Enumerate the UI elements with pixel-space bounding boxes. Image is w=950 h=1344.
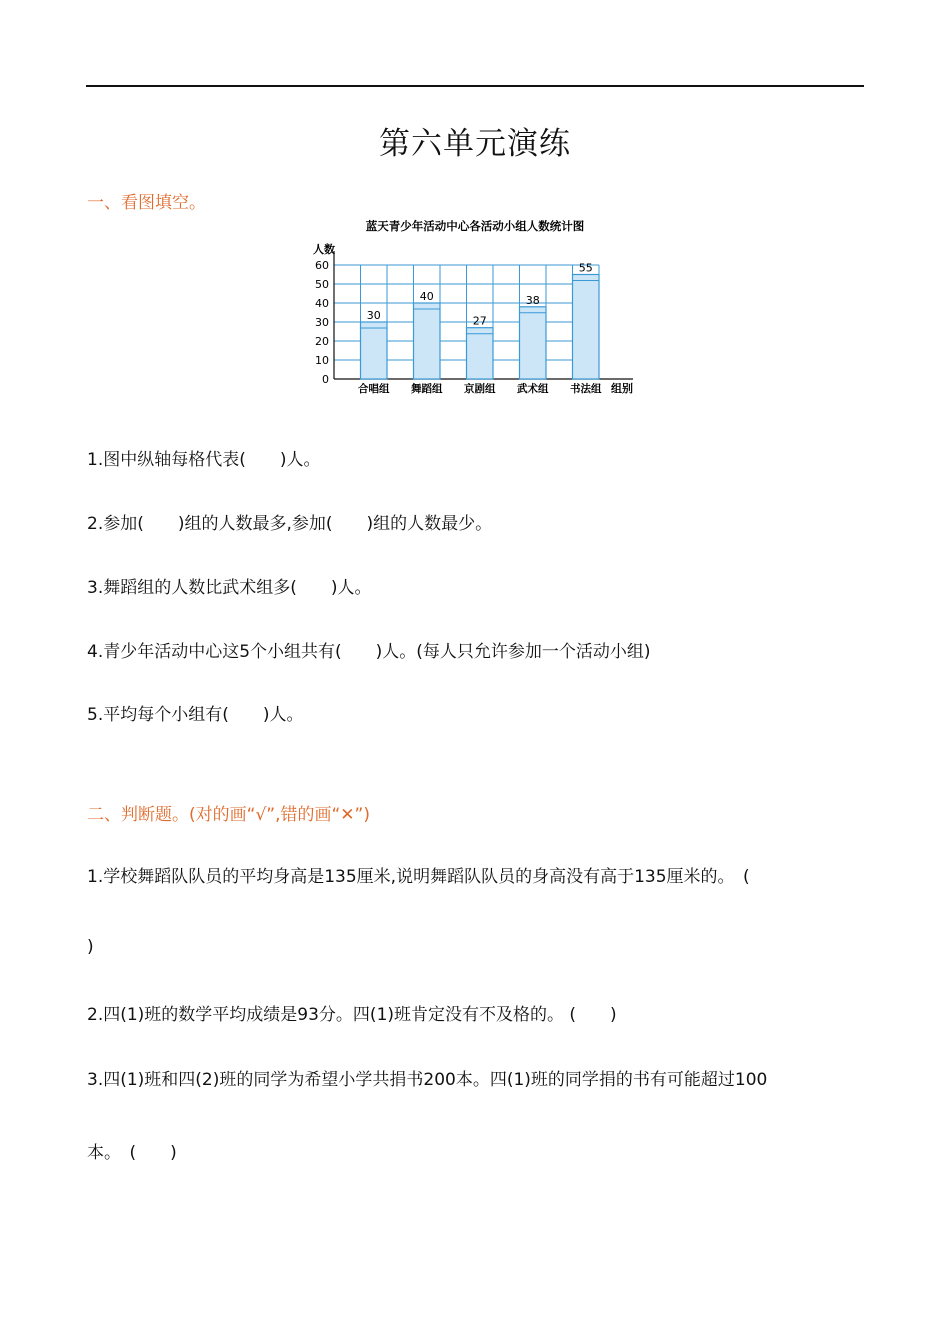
y-axis-label: 人数 — [313, 243, 335, 256]
section-heading-1: 一、看图填空。 — [87, 193, 206, 213]
question-3: 3.舞蹈组的人数比武术组多( )人。 — [87, 578, 372, 598]
y-tick-label: 60 — [315, 259, 329, 272]
category-label-2: 舞蹈组 — [411, 383, 443, 395]
y-tick-label: 40 — [315, 297, 329, 310]
category-label-1: 合唱组 — [358, 383, 390, 395]
top-rule — [86, 85, 864, 87]
section-heading-2: 二、判断题。(对的画“√”,错的画“✕”) — [87, 805, 370, 825]
judge-question-1-cont: ) — [87, 937, 94, 957]
category-label-4: 武术组 — [517, 383, 549, 395]
value-label-1: 30 — [366, 309, 381, 322]
y-tick-label: 30 — [315, 316, 329, 329]
judge-question-3-cont: 本。 ( ) — [87, 1143, 177, 1163]
y-tick-label: 0 — [322, 373, 329, 386]
category-label-5: 书法组 — [570, 383, 602, 395]
judge-question-1: 1.学校舞蹈队队员的平均身高是135厘米,说明舞蹈队队员的身高没有高于135厘米的。 ( — [87, 867, 750, 887]
bar-2 — [414, 303, 441, 379]
bar-3 — [467, 328, 494, 379]
y-tick-label: 50 — [315, 278, 329, 291]
category-label-3: 京剧组 — [464, 383, 496, 395]
y-tick-label: 20 — [315, 335, 329, 348]
x-axis-label: 组别 — [611, 382, 633, 395]
bar-chart — [300, 212, 645, 400]
question-4: 4.青少年活动中心这5个小组共有( )人。(每人只允许参加一个活动小组) — [87, 642, 651, 662]
question-2: 2.参加( )组的人数最多,参加( )组的人数最少。 — [87, 514, 493, 534]
page-title: 第六单元演练 — [379, 126, 571, 162]
question-5: 5.平均每个小组有( )人。 — [87, 705, 304, 725]
value-label-2: 40 — [419, 290, 434, 303]
question-1: 1.图中纵轴每格代表( )人。 — [87, 450, 321, 470]
judge-question-3: 3.四(1)班和四(2)班的同学为希望小学共捐书200本。四(1)班的同学捐的书有可能超过100 — [87, 1070, 768, 1090]
y-tick-label: 10 — [315, 354, 329, 367]
bar-4 — [520, 307, 547, 379]
judge-question-2: 2.四(1)班的数学平均成绩是93分。四(1)班肯定没有不及格的。 ( ) — [87, 1005, 617, 1025]
value-label-5: 55 — [578, 261, 593, 275]
value-label-4: 38 — [525, 293, 540, 307]
bar-1 — [361, 322, 388, 379]
bar-5 — [573, 275, 600, 380]
value-label-3: 27 — [472, 314, 487, 328]
chart-title: 蓝天青少年活动中心各活动小组人数统计图 — [365, 219, 585, 233]
